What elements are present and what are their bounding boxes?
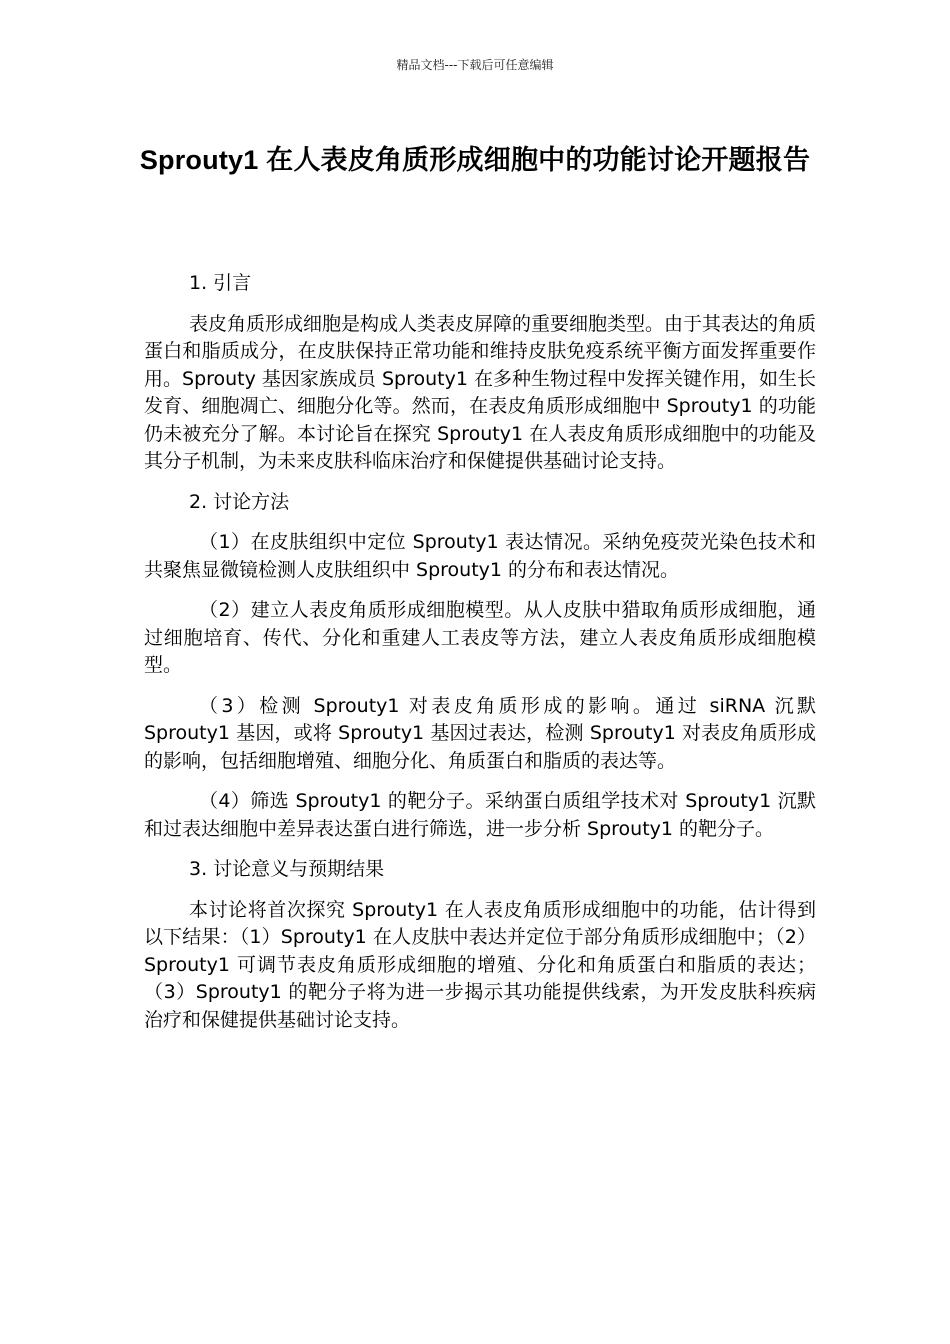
paragraph: 表皮角质形成细胞是构成人类表皮屏障的重要细胞类型。由于其表达的角质蛋白和脂质成分，在皮肤保持正常功能和维持皮肤免疫系统平衡方面发挥重要作用。Sprouty 基因家族成员 Sprouty1 在多种生物过程中发挥关键作用，如生长发育、细胞凋亡、细胞分化等。然而，在表皮角质形成细胞中 Sprouty1 的功能仍未被充分了解。本讨论旨在探究 Sprouty1 在人表皮角质形成细胞中的功能及其分子机制，为未来皮肤科临床治疗和保健提供基础讨论支持。 [144, 312, 817, 472]
section-heading: 3. 讨论意义与预期结果 [189, 858, 385, 880]
method-item: （1）在皮肤组织中定位 Sprouty1 表达情况。采纳免疫荧光染色技术和共聚焦显微镜检测人皮肤组织中 Sprouty1 的分布和表达情况。 [144, 531, 816, 581]
section-methods [144, 489, 816, 844]
method-item: （3）检测 Sprouty1 对表皮角质形成的影响。通过 siRNA 沉默 Sprouty1 基因，或将 Sprouty1 基因过表达，检测 Sprouty1 对表皮角质形成的影响，包括细胞增殖、细胞分化、角质蛋白和脂质的表达等。 [144, 694, 816, 772]
section-heading: 1. 引言 [189, 272, 252, 294]
document-title: Sprouty1 在人表皮角质形成细胞中的功能讨论开题报告 [139, 145, 811, 175]
method-item: （2）建立人表皮角质形成细胞模型。从人皮肤中猎取角质形成细胞，通过细胞培育、传代、分化和重建人工表皮等方法，建立人表皮角质形成细胞模型。 [144, 599, 816, 676]
paragraph: 本讨论将首次探究 Sprouty1 在人表皮角质形成细胞中的功能，估计得到以下结果：（1）Sprouty1 在人皮肤中表达并定位于部分角质形成细胞中；（2）Sprouty1 可调节表皮角质形成细胞的增殖、分化和角质蛋白和脂质的表达；（3）Sprouty1 的靶分子将为进一步揭示其功能提供线索，为开发皮肤科疾病治疗和保健提供基础讨论支持。 [144, 898, 816, 1031]
section-introduction [144, 270, 816, 476]
method-item: （4）筛选 Sprouty1 的靶分子。采纳蛋白质组学技术对 Sprouty1 沉默和过表达细胞中差异表达蛋白进行筛选，进一步分析 Sprouty1 的靶分子。 [144, 790, 816, 840]
page-header: 精品文档---下载后可任意编辑 [396, 58, 554, 72]
section-heading: 2. 讨论方法 [189, 490, 290, 513]
document-body [144, 270, 816, 1047]
section-significance [144, 856, 816, 1034]
